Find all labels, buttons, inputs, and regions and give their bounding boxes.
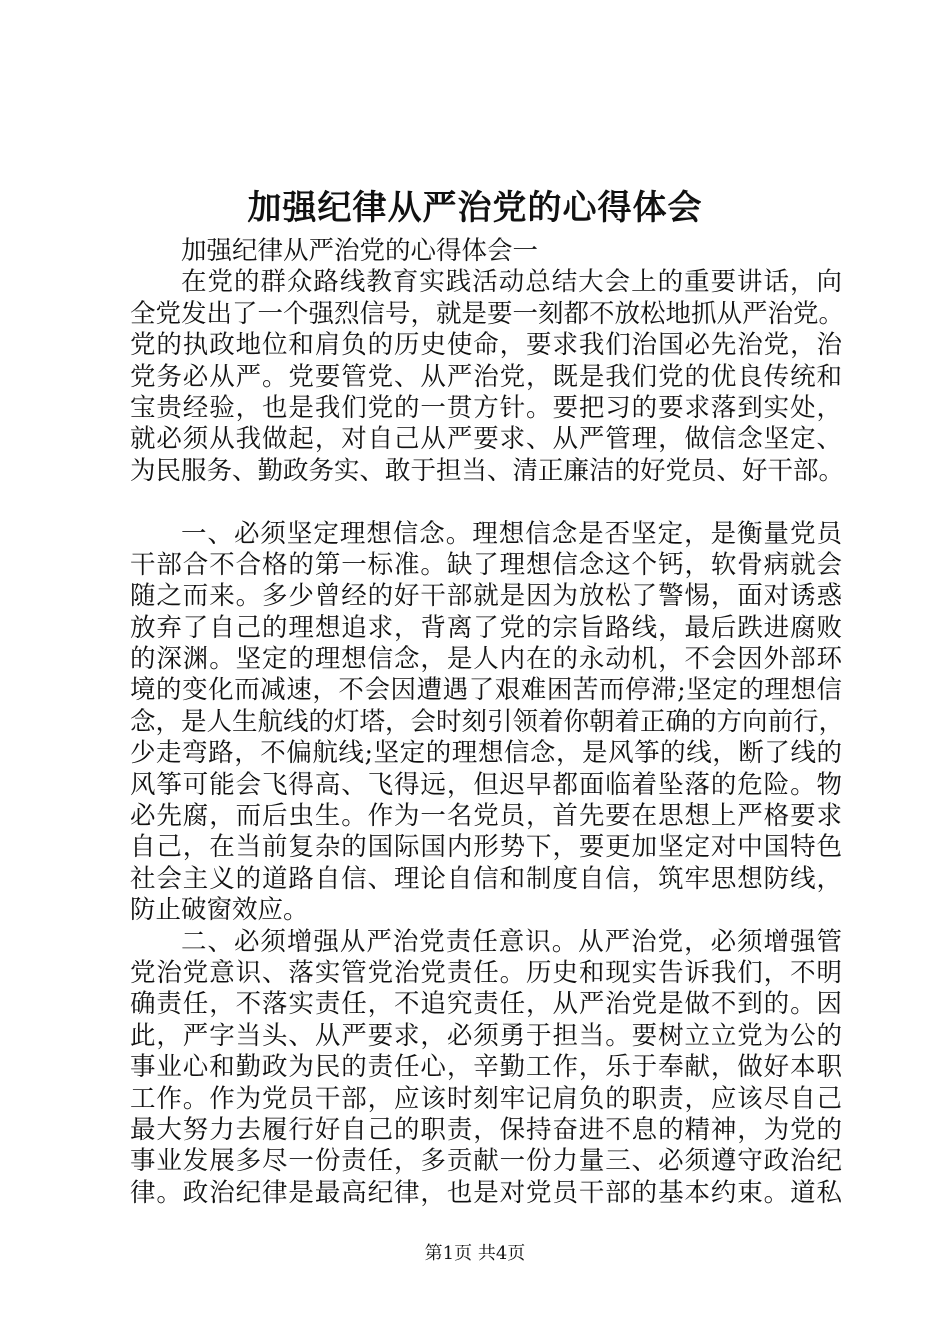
paragraph-line: 就必须从我做起，对自己从严要求、从严管理，做信念坚定、 bbox=[130, 424, 842, 455]
paragraph-line: 必先腐，而后虫生。作为一名党员，首先要在思想上严格要求 bbox=[130, 801, 842, 832]
document-subtitle: 加强纪律从严治党的心得体会一 bbox=[181, 236, 539, 266]
paragraph-line: 党治党意识、落实管党治党责任。历史和现实告诉我们，不明 bbox=[130, 957, 842, 988]
paragraph-line: 党务必从严。党要管党、从严治党，既是我们党的优良传统和 bbox=[130, 361, 842, 392]
page-number: 第1页 共4页 bbox=[424, 1243, 526, 1264]
paragraph-line: 风筝可能会飞得高、飞得远，但迟早都面临着坠落的危险。物 bbox=[130, 769, 842, 800]
paragraph-line: 宝贵经验，也是我们党的一贯方针。要把习的要求落到实处， bbox=[130, 392, 842, 423]
paragraph-line: 社会主义的道路自信、理论自信和制度自信，筑牢思想防线， bbox=[130, 863, 842, 894]
paragraph-line: 事业发展多尽一份责任，多贡献一份力量三、必须遵守政治纪 bbox=[130, 1146, 842, 1177]
paragraph-line: 为民服务、勤政务实、敢于担当、清正廉洁的好党员、好干部。 bbox=[130, 455, 845, 486]
paragraph-gap bbox=[130, 487, 842, 518]
paragraph-line: 放弃了自己的理想追求，背离了党的宗旨路线，最后跌进腐败 bbox=[130, 612, 842, 643]
paragraph-line: 少走弯路，不偏航线;坚定的理想信念，是风筝的线，断了线的 bbox=[130, 738, 842, 769]
paragraph-line: 一、必须坚定理想信念。理想信念是否坚定，是衡量党员 bbox=[181, 518, 842, 549]
paragraph-2 bbox=[130, 518, 845, 927]
document-title: 加强纪律从严治党的心得体会 bbox=[247, 188, 703, 228]
paragraph-line: 此，严字当头、从严要求，必须勇于担当。要树立立党为公的 bbox=[130, 1020, 842, 1051]
paragraph-line: 自己，在当前复杂的国际国内形势下，要更加坚定对中国特色 bbox=[130, 832, 842, 863]
paragraph-line: 事业心和勤政为民的责任心，辛勤工作，乐于奉献，做好本职 bbox=[130, 1052, 842, 1083]
paragraph-line: 在党的群众路线教育实践活动总结大会上的重要讲话，向 bbox=[181, 267, 842, 298]
paragraph-line: 念，是人生航线的灯塔，会时刻引领着你朝着正确的方向前行， bbox=[130, 706, 845, 737]
paragraph-line: 律。政治纪律是最高纪律，也是对党员干部的基本约束。道私 bbox=[130, 1177, 842, 1208]
paragraph-line: 工作。作为党员干部，应该时刻牢记肩负的职责，应该尽自己 bbox=[130, 1083, 842, 1114]
paragraph-line: 随之而来。多少曾经的好干部就是因为放松了警惕，面对诱惑 bbox=[130, 581, 842, 612]
paragraph-3 bbox=[130, 927, 842, 1210]
paragraph-line: 的深渊。坚定的理想信念，是人内在的永动机，不会因外部环 bbox=[130, 644, 842, 675]
paragraph-1 bbox=[130, 267, 845, 487]
paragraph-line: 全党发出了一个强烈信号，就是要一刻都不放松地抓从严治党。 bbox=[130, 298, 845, 329]
paragraph-line: 确责任，不落实责任，不追究责任，从严治党是做不到的。因 bbox=[130, 989, 842, 1020]
paragraph-line: 干部合不合格的第一标准。缺了理想信念这个钙，软骨病就会 bbox=[130, 549, 842, 580]
paragraph-line: 防止破窗效应。 bbox=[130, 895, 309, 926]
paragraph-line: 境的变化而减速，不会因遭遇了艰难困苦而停滞;坚定的理想信 bbox=[130, 675, 842, 706]
paragraph-line: 二、必须增强从严治党责任意识。从严治党，必须增强管 bbox=[181, 926, 842, 957]
document-body bbox=[130, 236, 845, 1209]
paragraph-line: 最大努力去履行好自己的职责，保持奋进不息的精神，为党的 bbox=[130, 1114, 842, 1145]
paragraph-line: 党的执政地位和肩负的历史使命，要求我们治国必先治党，治 bbox=[130, 330, 842, 361]
